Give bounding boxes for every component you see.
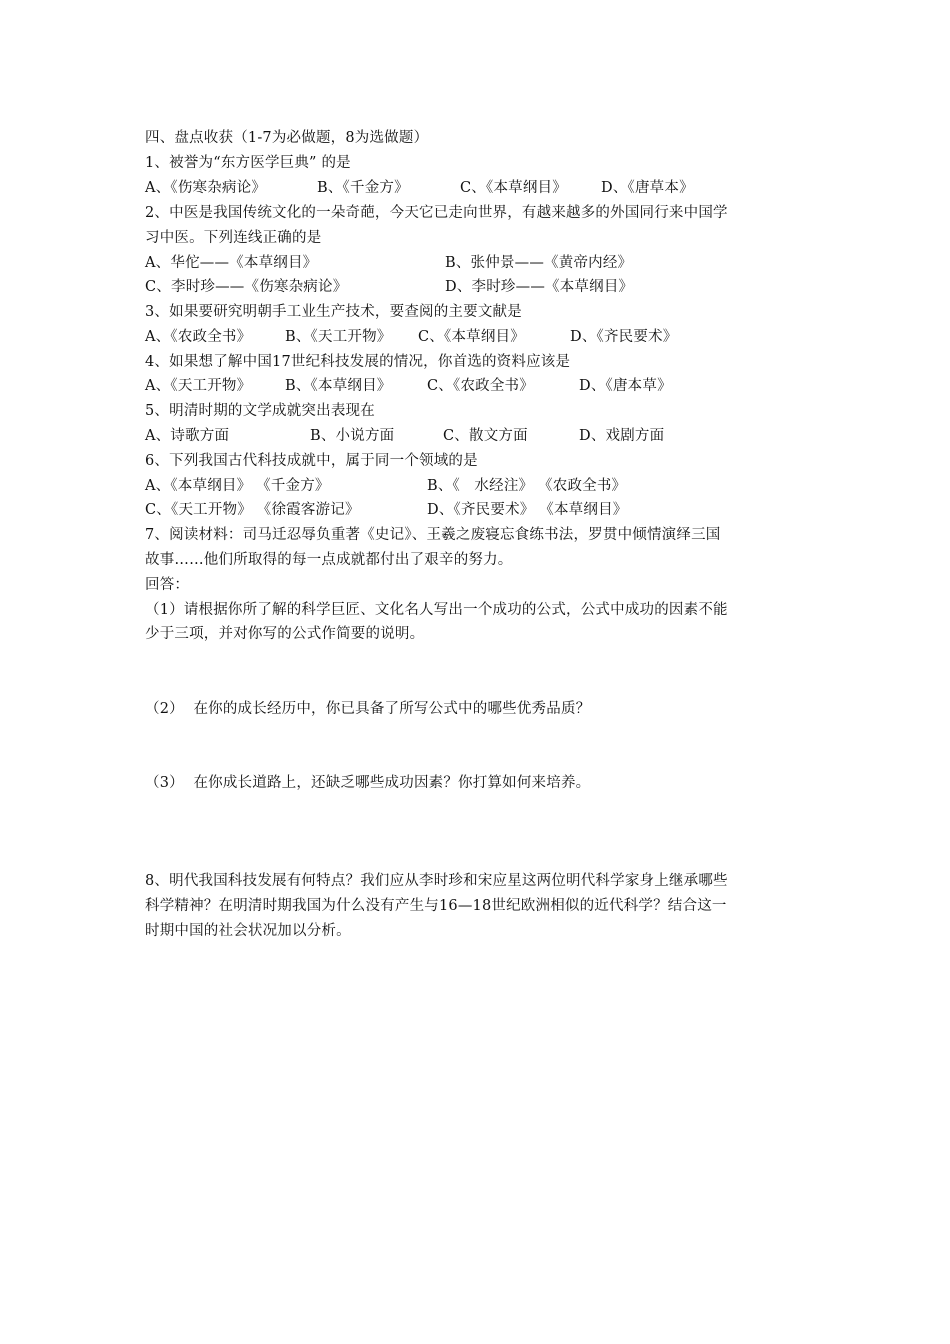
option-a: A、诗歌方面 — [145, 428, 230, 444]
question-7-sub-2: （2） 在你的成长经历中，你已具备了所写公式中的哪些优秀品质？ — [145, 701, 591, 717]
question-3-options — [145, 325, 785, 349]
option-c: C、《天工开物》 《徐霞客游记》 — [145, 502, 360, 518]
option-d: D、李时珍——《本草纲目》 — [445, 279, 634, 295]
question-7-sub-3: （3） 在你成长道路上，还缺乏哪些成功因素？你打算如何来培养。 — [145, 775, 591, 791]
question-5-stem: 5、明清时期的文学成就突出表现在 — [145, 403, 375, 419]
option-a: A、《天工开物》 — [145, 378, 252, 394]
option-b: B、小说方面 — [310, 428, 395, 444]
question-5-options — [145, 424, 785, 448]
question-8-line-2: 科学精神？在明清时期我国为什么没有产生与16—18世纪欧洲相似的近代科学？结合这一 — [145, 898, 727, 914]
question-8-line-3: 时期中国的社会状况加以分析。 — [145, 923, 351, 939]
option-b: B、《本草纲目》 — [285, 378, 392, 394]
option-b: B、《千金方》 — [317, 180, 409, 196]
question-8-line-1: 8、明代我国科技发展有何特点？我们应从李时珍和宋应星这两位明代科学家身上继承哪些 — [145, 873, 728, 889]
question-1-stem: 1、被誉为“东方医学巨典” 的是 — [145, 155, 351, 171]
question-4-stem: 4、如果想了解中国17世纪科技发展的情况，你首选的资料应该是 — [145, 354, 571, 370]
answer-label: 回答： — [145, 577, 190, 593]
option-d: D、《唐草本》 — [601, 180, 694, 196]
option-c: C、《本草纲目》 — [460, 180, 567, 196]
question-7-stem-line-2: 故事……他们所取得的每一点成就都付出了艰辛的努力。 — [145, 552, 513, 568]
question-6-options-row-2 — [145, 498, 785, 522]
option-a: A、《农政全书》 — [145, 329, 252, 345]
question-7-sub-1-line-2: 少于三项，并对你写的公式作简要的说明。 — [145, 626, 425, 642]
question-4-options — [145, 374, 785, 398]
option-d: D、《齐民要术》 — [570, 329, 678, 345]
option-d: D、《唐本草》 — [579, 378, 672, 394]
question-2-stem-line-1: 2、中医是我国传统文化的一朵奇葩，今天它已走向世界，有越来越多的外国同行来中国学 — [145, 205, 728, 221]
option-c: C、散文方面 — [443, 428, 528, 444]
question-7-sub-1-line-1: （1）请根据你所了解的科学巨匠、文化名人写出一个成功的公式，公式中成功的因素不能 — [145, 602, 728, 618]
question-3-stem: 3、如果要研究明朝手工业生产技术，要查阅的主要文献是 — [145, 304, 522, 320]
section-heading: 四、盘点收获（1-7为必做题，8为选做题） — [145, 130, 429, 146]
option-c: C、李时珍——《伤寒杂病论》 — [145, 279, 348, 295]
question-2-options-row-2 — [145, 275, 785, 299]
question-2-options-row-1 — [145, 251, 785, 275]
question-6-options-row-1 — [145, 474, 785, 498]
question-7-stem-line-1: 7、阅读材料：司马迁忍辱负重著《史记》、王羲之废寝忘食练书法，罗贯中倾情演绎三国 — [145, 527, 721, 543]
option-b: B、《 水经注》 《农政全书》 — [427, 478, 627, 494]
option-c: C、《农政全书》 — [427, 378, 534, 394]
question-1-options — [145, 176, 785, 200]
question-2-stem-line-2: 习中医。下列连线正确的是 — [145, 230, 322, 246]
option-b: B、《天工开物》 — [285, 329, 392, 345]
option-a: A、《伤寒杂病论》 — [145, 180, 267, 196]
option-d: D、戏剧方面 — [579, 428, 665, 444]
option-d: D、《齐民要术》 《本草纲目》 — [427, 502, 628, 518]
option-a: A、华佗——《本草纲目》 — [145, 255, 318, 271]
option-c: C、《本草纲目》 — [418, 329, 525, 345]
question-6-stem: 6、下列我国古代科技成就中，属于同一个领域的是 — [145, 453, 478, 469]
option-a: A、《本草纲目》 《千金方》 — [145, 478, 330, 494]
option-b: B、张仲景——《黄帝内经》 — [445, 255, 633, 271]
